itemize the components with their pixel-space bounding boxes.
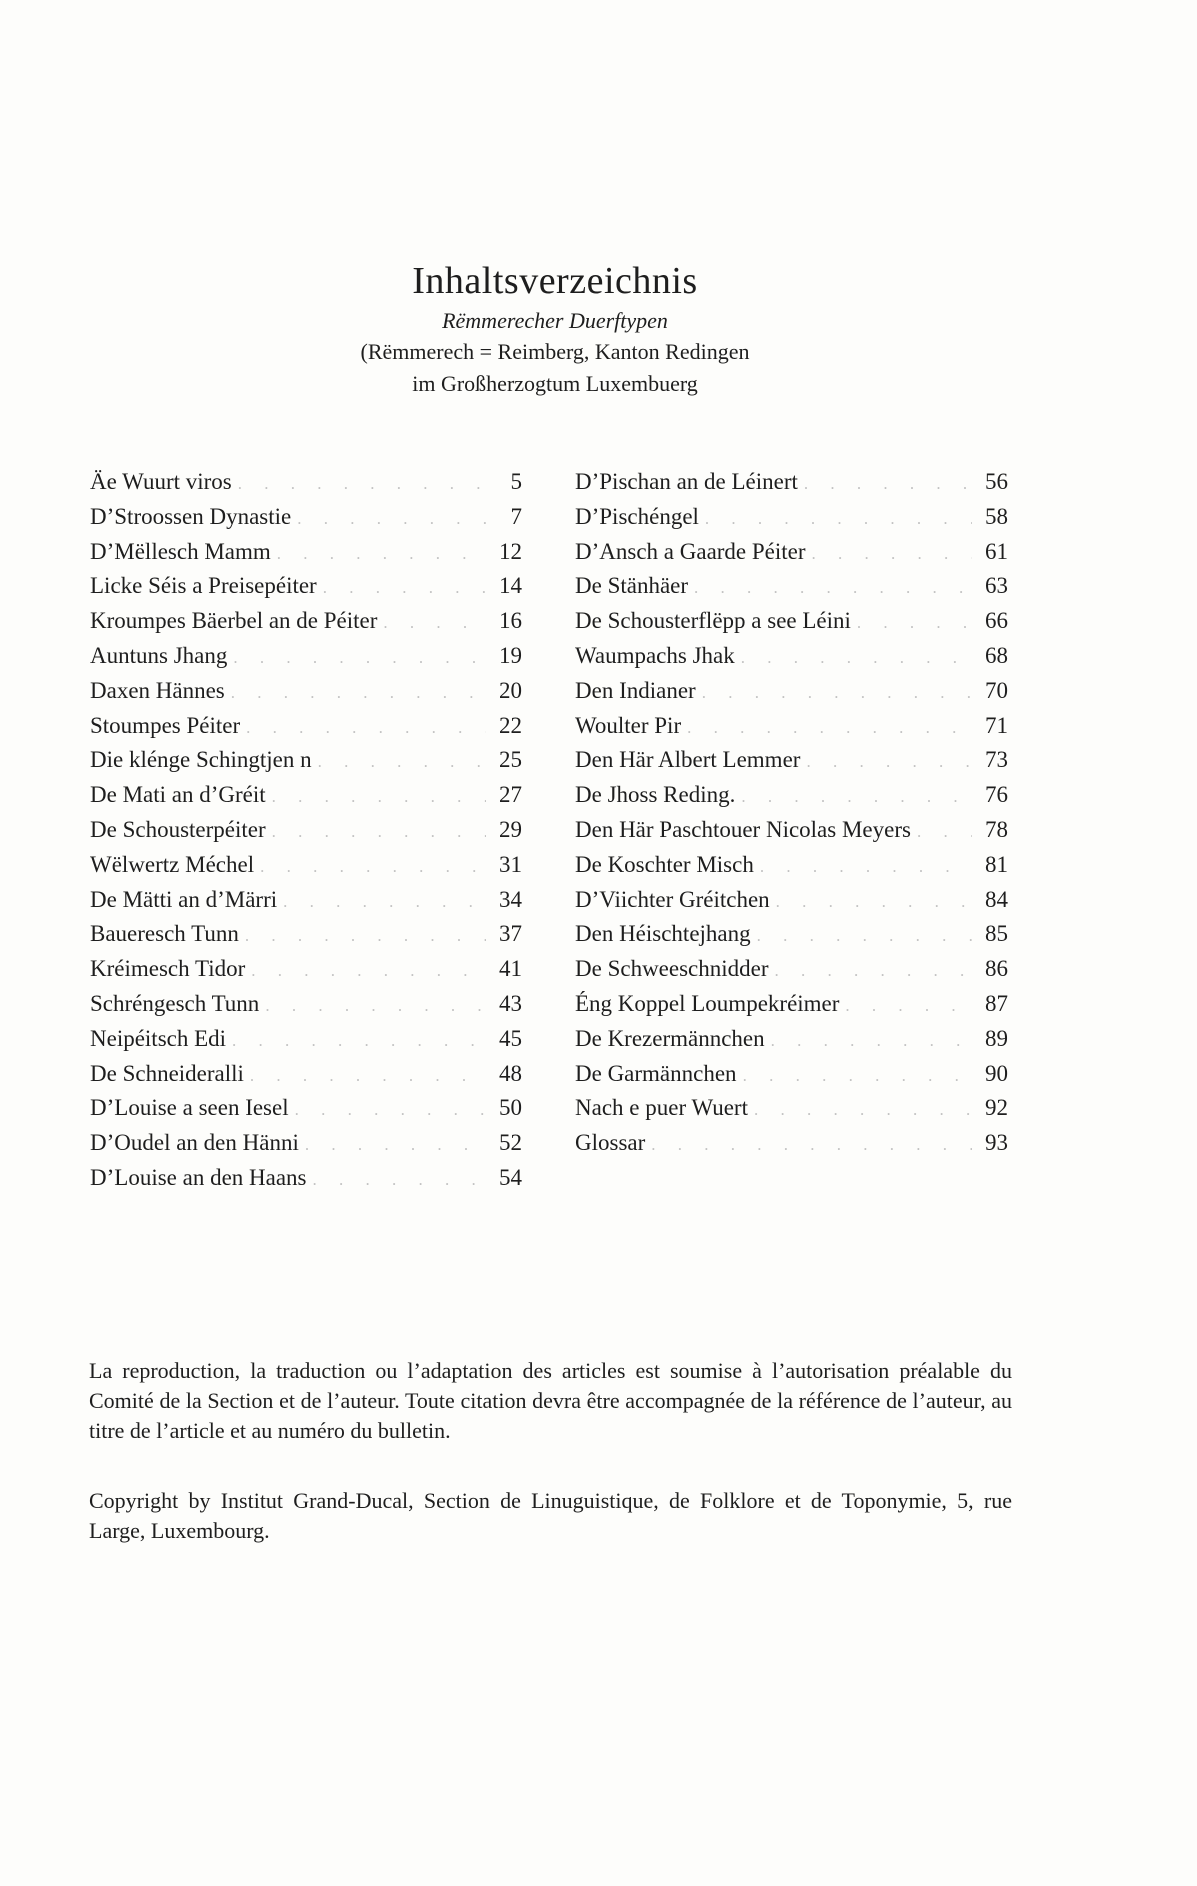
- dot-leader: [845, 990, 972, 1023]
- dot-leader: [238, 468, 486, 501]
- toc-entry-title: Die klénge Schingtjen n: [90, 747, 312, 773]
- toc-entry: [575, 536, 1008, 571]
- dot-leader: [295, 1094, 486, 1127]
- toc-entry-title: Kroumpes Bäerbel an de Péiter: [90, 608, 378, 634]
- toc-entry-title: D’Ansch a Gaarde Péiter: [575, 538, 806, 564]
- toc-entry-page: 37: [499, 921, 522, 947]
- toc-entry-page: 31: [499, 851, 522, 877]
- toc-entry-title: D’Mëllesch Mamm: [90, 538, 271, 564]
- toc-entry: [90, 675, 522, 710]
- dot-leader: [687, 712, 972, 745]
- toc-entry-title: Daxen Hännes: [90, 677, 225, 703]
- toc-entry-page: 63: [985, 573, 1008, 599]
- toc-entry-title: De Schousterflëpp a see Léini: [575, 608, 851, 634]
- toc-entry: [90, 605, 522, 640]
- title-block: [0, 258, 1110, 400]
- toc-entry-title: Auntuns Jhang: [90, 642, 228, 668]
- reproduction-notice: La reproduction, la traduction ou l’adaptation des articles est soumise à l’autorisation préalable du Comité de la Section et de l’auteur. Toute citation devra être accompagnée de la référence de l’auteur, au titre de l’article et au numéro du bulletin.: [89, 1358, 1012, 1443]
- toc-entry-page: 85: [985, 921, 1008, 947]
- toc-entry-page: 73: [985, 747, 1008, 773]
- dot-leader: [757, 920, 972, 953]
- dot-leader: [323, 572, 486, 605]
- dot-leader: [251, 955, 486, 988]
- toc-entry: [575, 918, 1008, 953]
- toc-entry-title: Éng Koppel Loumpekréimer: [575, 990, 840, 1016]
- dot-leader: [771, 1025, 972, 1058]
- toc-entry-page: 68: [985, 642, 1008, 668]
- toc-left-column: [90, 466, 522, 1197]
- toc-entry-title: De Krezermännchen: [575, 1025, 765, 1051]
- toc-entry: [575, 466, 1008, 501]
- subtitle-note-line-2: im Großherzogtum Luxembuerg: [412, 371, 698, 396]
- toc-entry: [575, 1058, 1008, 1093]
- subtitle-note-line-1: (Rëmmerech = Reimberg, Kanton Redingen: [360, 339, 750, 364]
- toc-entry-page: 19: [499, 642, 522, 668]
- toc-entry: [90, 953, 522, 988]
- toc-entry-page: 34: [499, 886, 522, 912]
- toc-entry: [90, 501, 522, 536]
- toc-entry-title: Äe Wuurt viros: [90, 469, 232, 494]
- dot-leader: [277, 538, 486, 571]
- toc-entry-page: 81: [985, 851, 1008, 877]
- toc-entry: [575, 640, 1008, 675]
- toc-entry-page: 78: [985, 816, 1008, 842]
- toc-entry-title: De Stänhäer: [575, 573, 689, 599]
- page-title: Inhaltsverzeichnis: [412, 260, 698, 302]
- toc-entry: [575, 710, 1008, 745]
- legal-notice: [89, 1356, 1012, 1546]
- toc-entry-page: 43: [499, 990, 522, 1016]
- toc-entry-page: 29: [499, 816, 522, 842]
- dot-leader: [232, 1025, 486, 1058]
- toc-entry-page: 89: [985, 1025, 1008, 1051]
- dot-leader: [260, 851, 486, 884]
- toc-entry: [90, 884, 522, 919]
- toc-entry: [90, 988, 522, 1023]
- toc-entry-page: 14: [499, 573, 522, 599]
- dot-leader: [297, 503, 486, 536]
- toc-entry-title: Den Här Albert Lemmer: [575, 747, 801, 773]
- toc-entry: [575, 779, 1008, 814]
- toc-entry-title: Nach e puer Wuert: [575, 1095, 748, 1121]
- toc-entry: [575, 1023, 1008, 1058]
- toc-entry: [575, 605, 1008, 640]
- toc-entry: [90, 710, 522, 745]
- toc-entry-title: Den Héischtejhang: [575, 921, 751, 947]
- dot-leader: [776, 886, 972, 919]
- toc-entry-page: 87: [985, 990, 1008, 1016]
- toc-entry: [575, 744, 1008, 779]
- dot-leader: [305, 1129, 486, 1162]
- dot-leader: [741, 642, 972, 675]
- toc-entry: [90, 570, 522, 605]
- toc-entry: [575, 570, 1008, 605]
- toc-entry-page: 71: [985, 712, 1008, 738]
- toc-entry: [90, 849, 522, 884]
- toc-entry-title: De Mati an d’Gréit: [90, 782, 266, 808]
- toc-entry: [90, 1092, 522, 1127]
- toc-entry-page: 92: [985, 1095, 1008, 1121]
- toc-entry-page: 90: [985, 1060, 1008, 1086]
- toc-entry-page: 93: [985, 1130, 1008, 1156]
- toc-entry-page: 22: [499, 712, 522, 738]
- toc-entry-title: D’Pischan an de Léinert: [575, 469, 798, 494]
- toc-entry-page: 45: [499, 1025, 522, 1051]
- dot-leader: [283, 886, 486, 919]
- toc-entry-title: Glossar: [575, 1130, 646, 1156]
- toc-entry-page: 7: [510, 503, 522, 529]
- dot-leader: [775, 955, 972, 988]
- toc-entry: [90, 779, 522, 814]
- toc-entry-page: 58: [985, 503, 1008, 529]
- toc-entry-page: 76: [985, 782, 1008, 808]
- toc-entry-title: De Garmännchen: [575, 1060, 737, 1086]
- dot-leader: [804, 468, 972, 501]
- toc-entry-title: D’Stroossen Dynastie: [90, 503, 292, 529]
- toc-entry-page: 12: [499, 538, 522, 564]
- toc-entry-title: D’Oudel an den Hänni: [90, 1130, 299, 1156]
- toc-entry-title: Stoumpes Péiter: [90, 712, 241, 738]
- dot-leader: [250, 1060, 486, 1093]
- toc-entry: [575, 849, 1008, 884]
- toc-entry-title: Kréimesch Tidor: [90, 956, 246, 982]
- dot-leader: [245, 920, 486, 953]
- toc-entry-title: De Schousterpéiter: [90, 816, 266, 842]
- dot-leader: [705, 503, 972, 536]
- toc-entry-title: Waumpachs Jhak: [575, 642, 735, 668]
- dot-leader: [857, 607, 972, 640]
- toc-entry-page: 20: [499, 677, 522, 703]
- page-subtitle: Rëmmerecher Duerftypen: [442, 308, 668, 333]
- dot-leader: [272, 781, 486, 814]
- dot-leader: [272, 816, 486, 849]
- toc-entry-title: D’Louise a seen Iesel: [90, 1095, 289, 1121]
- toc-entry-title: De Mätti an d’Märri: [90, 886, 278, 912]
- dot-leader: [694, 572, 972, 605]
- toc-entry-title: Den Här Paschtouer Nicolas Meyers: [575, 816, 911, 842]
- dot-leader: [231, 677, 486, 710]
- dot-leader: [743, 1060, 972, 1093]
- dot-leader: [702, 677, 972, 710]
- toc-entry: [575, 953, 1008, 988]
- toc-entry-page: 52: [499, 1130, 522, 1156]
- toc-entry: [90, 466, 522, 501]
- toc-entry-title: Den Indianer: [575, 677, 696, 703]
- toc-right-column: [575, 466, 1008, 1162]
- toc-entry-page: 41: [499, 956, 522, 982]
- toc-entry-title: D’Pischéngel: [575, 503, 699, 529]
- toc-entry-page: 25: [499, 747, 522, 773]
- toc-entry-page: 54: [499, 1164, 522, 1190]
- dot-leader: [917, 816, 972, 849]
- toc-entry: [575, 988, 1008, 1023]
- toc-entry-title: Schréngesch Tunn: [90, 990, 260, 1016]
- toc-entry: [90, 1127, 522, 1162]
- toc-entry-page: 61: [985, 538, 1008, 564]
- toc-entry: [575, 501, 1008, 536]
- copyright-notice: Copyright by Institut Grand-Ducal, Section de Linuguistique, de Folklore et de Toponymie, 5, rue Large, Luxembourg.: [89, 1488, 1012, 1543]
- toc-entry-title: Neipéitsch Edi: [90, 1025, 227, 1051]
- toc-entry-title: Wëlwertz Méchel: [90, 851, 255, 877]
- toc-entry: [575, 1127, 1008, 1162]
- toc-entry-page: 50: [499, 1095, 522, 1121]
- toc-entry: [90, 1058, 522, 1093]
- toc-entry: [90, 1162, 522, 1197]
- dot-leader: [318, 746, 486, 779]
- toc-entry-title: D’Viichter Gréitchen: [575, 886, 770, 912]
- toc-entry: [90, 640, 522, 675]
- toc-entry: [90, 744, 522, 779]
- toc-entry-page: 16: [499, 608, 522, 634]
- toc-entry: [90, 814, 522, 849]
- toc-entry-title: De Schneideralli: [90, 1060, 244, 1086]
- toc-entry-page: 48: [499, 1060, 522, 1086]
- toc-entry-page: 56: [985, 469, 1008, 494]
- toc-entry-page: 70: [985, 677, 1008, 703]
- dot-leader: [812, 538, 972, 571]
- toc-entry: [90, 1023, 522, 1058]
- dot-leader: [313, 1164, 486, 1197]
- toc-entry: [90, 536, 522, 571]
- dot-leader: [806, 746, 972, 779]
- dot-leader: [246, 712, 486, 745]
- toc-entry: [90, 918, 522, 953]
- toc-entry-page: 27: [499, 782, 522, 808]
- toc-entry-title: Licke Séis a Preisepéiter: [90, 573, 317, 599]
- toc-entry-title: De Schweeschnidder: [575, 956, 769, 982]
- dot-leader: [265, 990, 486, 1023]
- dot-leader: [754, 1094, 972, 1127]
- toc-entry-page: 86: [985, 956, 1008, 982]
- toc-entry-title: De Koschter Misch: [575, 851, 754, 877]
- toc-entry-title: Woulter Pir: [575, 712, 682, 738]
- dot-leader: [651, 1129, 972, 1162]
- toc-entry: [575, 1092, 1008, 1127]
- toc-entry-title: De Jhoss Reding.: [575, 782, 736, 808]
- toc-entry: [575, 675, 1008, 710]
- toc-entry-title: Baueresch Tunn: [90, 921, 239, 947]
- dot-leader: [741, 781, 972, 814]
- toc-entry: [575, 884, 1008, 919]
- toc-entry-page: 84: [985, 886, 1008, 912]
- dot-leader: [760, 851, 972, 884]
- toc-entry-page: 5: [510, 469, 522, 494]
- dot-leader: [383, 607, 486, 640]
- toc-entry: [575, 814, 1008, 849]
- dot-leader: [233, 642, 486, 675]
- toc-entry-title: D’Louise an den Haans: [90, 1164, 307, 1190]
- toc-entry-page: 66: [985, 608, 1008, 634]
